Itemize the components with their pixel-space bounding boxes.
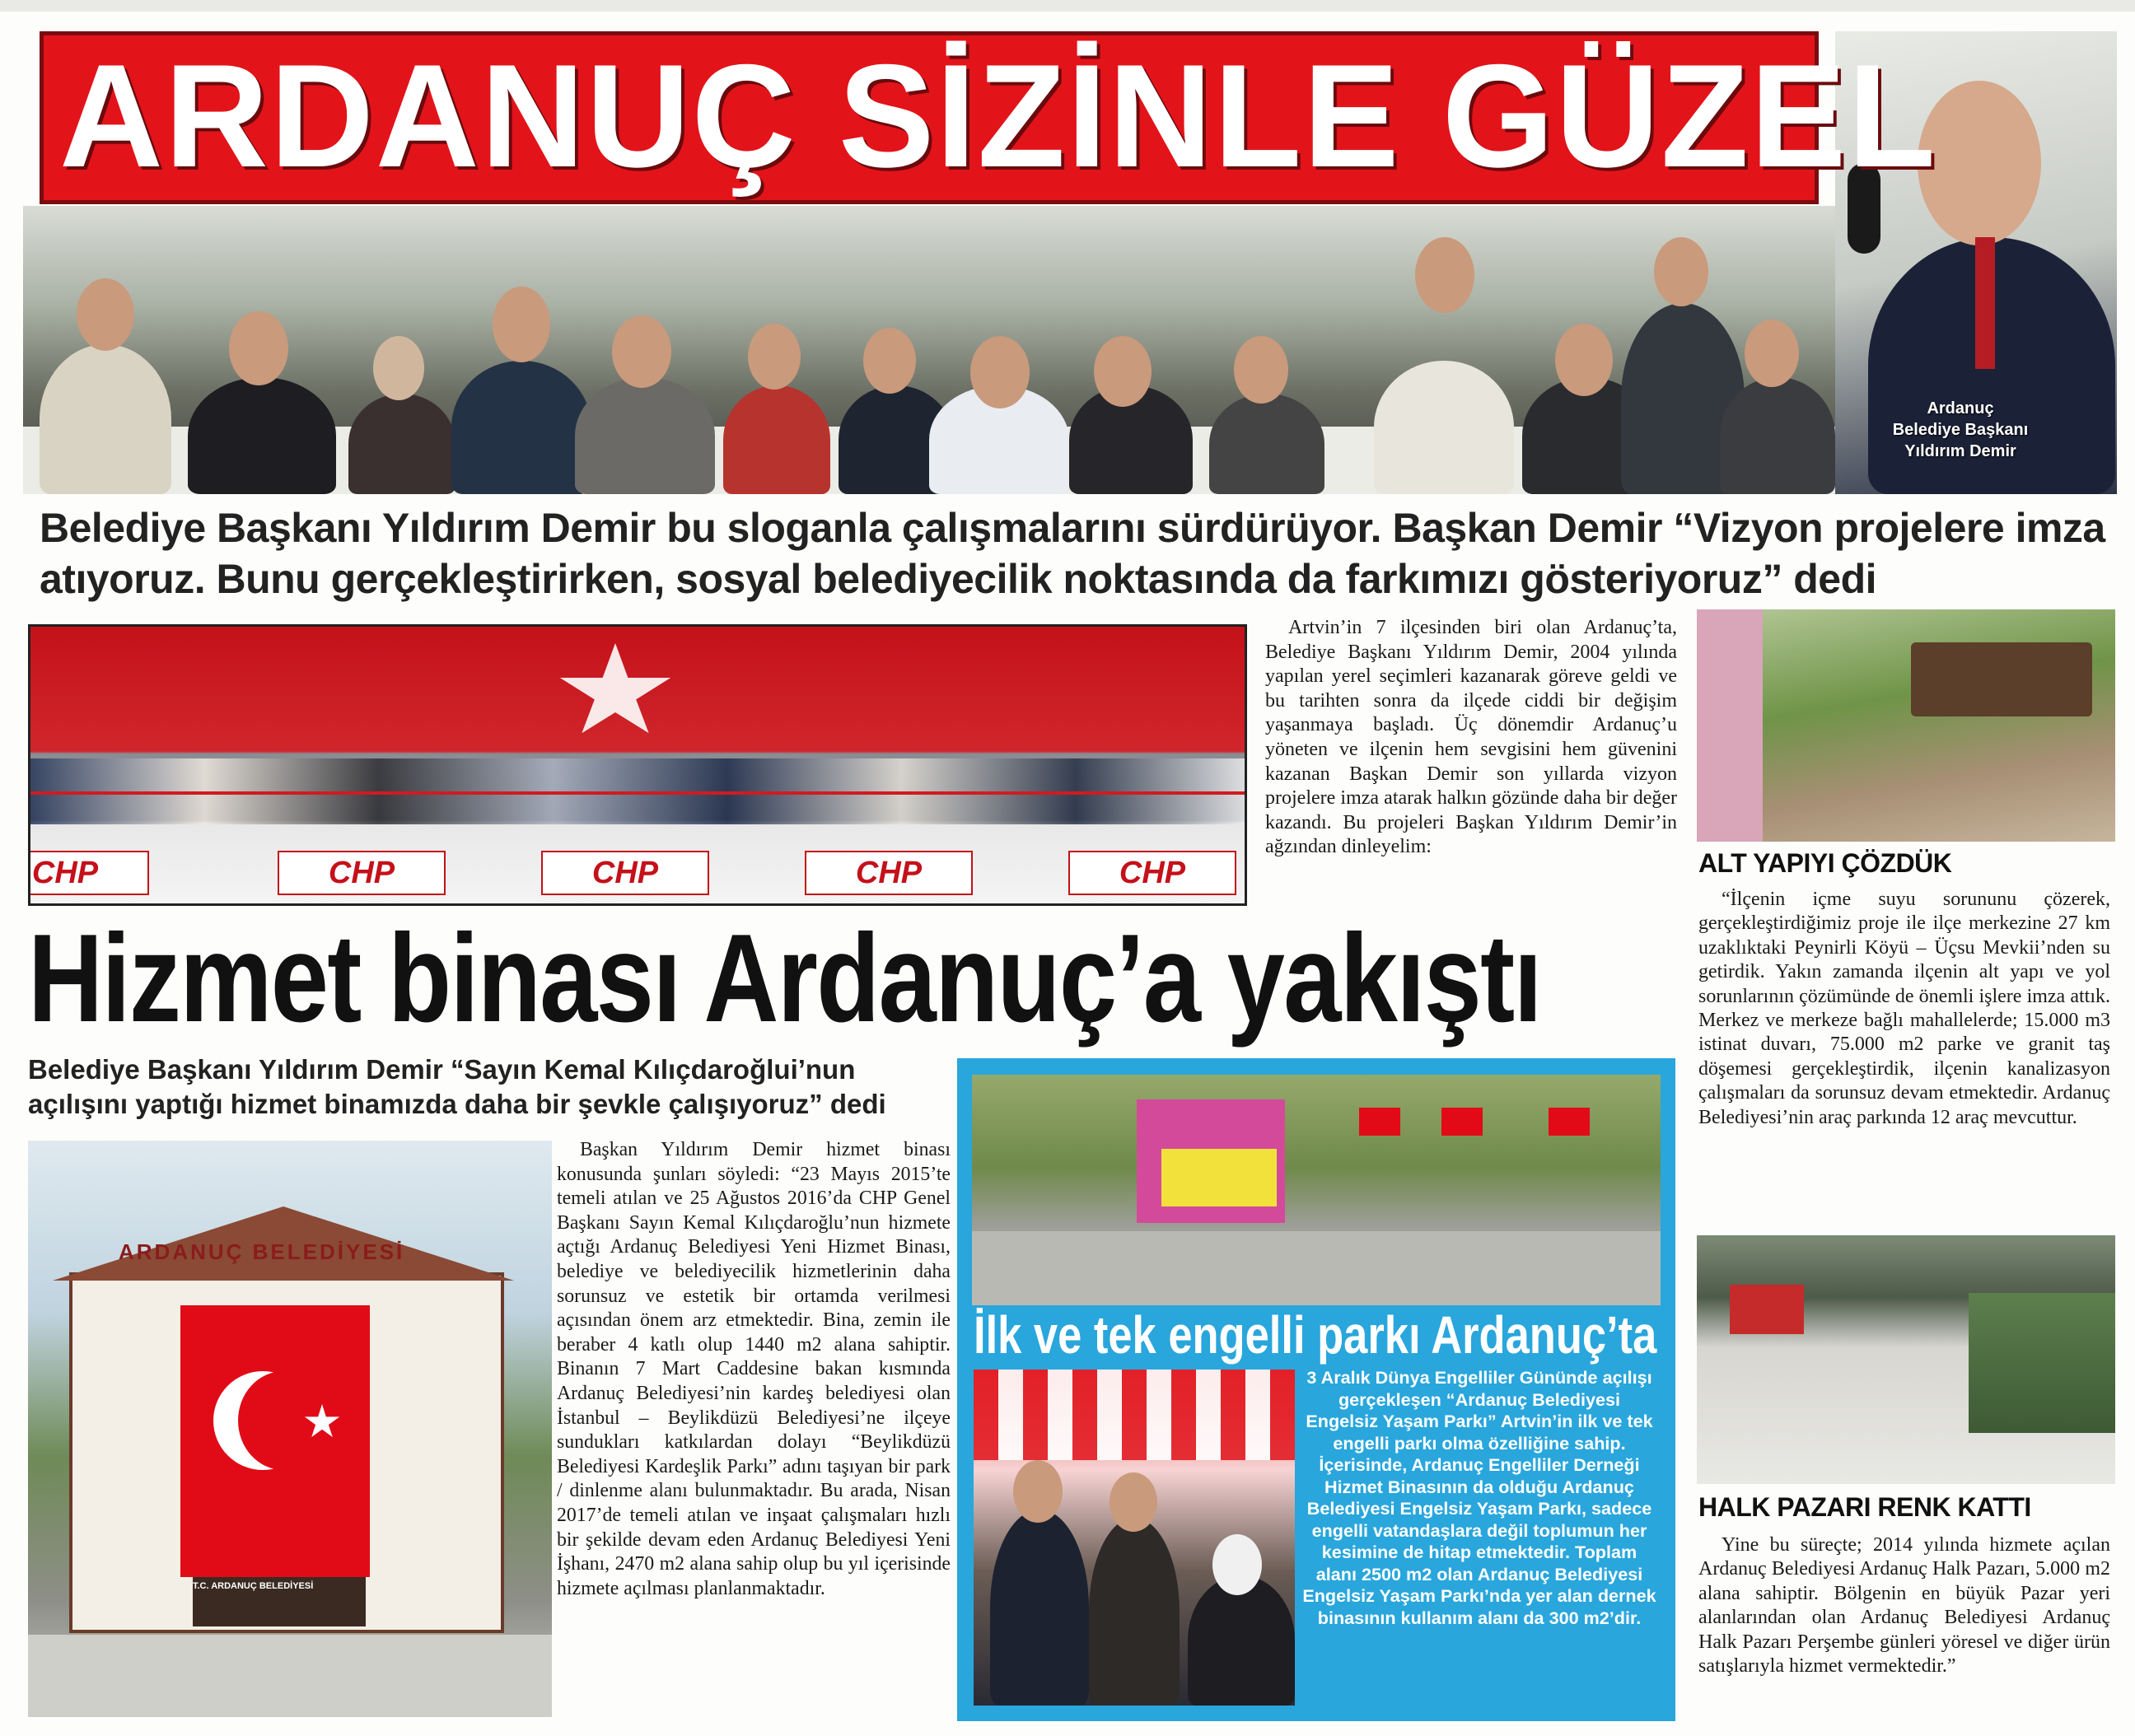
building-door-sign: T.C. ARDANUÇ BELEDİYESİ: [193, 1581, 314, 1591]
headline-service-building: Hizmet binası Ardanuç’a yakıştı: [28, 908, 1541, 1048]
building-article: [557, 1138, 951, 1601]
market-text: Yine bu süreçte; 2014 yılında hizmete açılan Ardanuç Belediyesi Ardanuç Halk Pazarı, 5.000 m2 alana sahiptir. Bölgenin en büyük Pazar yeri alanlarından olan Ardanuç Belediyesi Ardanuç Halk Pazarı Perşembe günleri yöresel ve diğer ürün satışlarıyla hizmet vermektedir.”: [1698, 1534, 2110, 1678]
subhead-service-building: Belediye Başkanı Yıldırım Demir “Sayın Kemal Kılıçdaroğlui’nun açılışını yaptığı hizmet binamızda daha bir şevkle çalışıyoruz” dedi: [28, 1054, 886, 1119]
turkish-flag: [180, 1305, 370, 1577]
mayor-caption-line: Ardanuç: [1927, 399, 1994, 418]
mayor-caption-line: Yıldırım Demir: [1904, 442, 2016, 460]
infrastructure-text: “İlçenin içme suyu sorununu çözerek, gerçekleştirdiğimiz proje ile ilçe merkezine 27 km uzaklıktaki Peynirli Köyü – Üçsu Mevkii’nden su getirdik. Yakın zamanda ilçenin alt yapı ve yol sorunlarının çözümünde de önemli işlere imza attık. Merkez ve merkeze bağlı mahallelerde; 15.000 m3 istinat duvarı, 75.000 m2 parke ve granit taş döşemesi gerçekleştirdik, ilçenin kanalizasyon çalışmaları da sorunsuz devam etmektedir. Ardanuç Belediyesi’nin araç parkında 12 araç mevcuttur.: [1698, 889, 2110, 1128]
lead-paragraph: Belediye Başkanı Yıldırım Demir bu sloganla çalışmalarını sürdürüyor. Başkan Demir “Vizyon projelere imza atıyoruz. Bunu gerçekleştirirken, sosyal belediyecilik noktasında da farkımızı gösteriyoruz” dedi: [40, 505, 2105, 602]
mayor-caption: [1878, 398, 2043, 462]
disabled-park-title: İlk ve tek engelli parkı Ardanuç’ta: [974, 1305, 1657, 1365]
building-article-text: Başkan Yıldırım Demir hizmet binası konusunda şunları söyledi: “23 Mayıs 2015’te temeli atılan ve 25 Ağustos 2016’da CHP Genel Başkanı Sayın Kemal Kılıçdaroğlu’nun hizmete açtığı Ardanuç Belediyesi Yeni Hizmet Binası, belediye ve belediyecilik hizmetlerinin daha sorunsuz ve estetik bir ortamda verilmesi açısından önem arz etmektedir. Bina, zemin ile beraber 4 katlı olup 1440 m2 alana sahiptir. Binanın 7 Mart Caddesine bakan kısmında Ardanuç Belediyesi’nin kardeş belediyesi olan İstanbul – Beylikdüzü Belediyesi’ne ilçeye sundukları katkılardan dolayı “Beylikdüzü Belediyesi Kardeşlik Parkı” adını taşıyan bir park / dinlenme alanı bulunmaktadır. Bu arada, Nisan 2017’de temeli atılan ve inşaat çalışmaları hızlı bir şekilde devam eden Ardanuç Belediyesi Yeni İşhanı, 2470 m2 alana sahip olup bu yıl içerisinde hizmete açılması planlanmaktadır.: [557, 1139, 951, 1599]
intro-article-text: Artvin’in 7 ilçesinden biri olan Ardanuç’ta, Belediye Başkanı Yıldırım Demir, 2004 yılında yapılan yerel seçimleri kazanarak göreve geldi ve bu tarihten sonra da ilçede ciddi bir değişim yaşanmaya başladı. Üç dönemdir Ardanuç’u yöneten ve ilçenin hem sevgisini hem güvenini kazanan Başkan Demir son yıllarda vizyon projelere imza atarak halkın gözünde daha bir değer kazandı. Bu projeleri Başkan Yıldırım Demir’in ağzından dinleyelim:: [1265, 617, 1677, 858]
market-title: HALK PAZARI RENK KATTI: [1698, 1492, 2031, 1522]
market-photo: [1697, 1235, 2115, 1484]
top-strip: [0, 0, 2135, 12]
mayor-caption-line: Belediye Başkanı: [1892, 421, 2029, 439]
building-sign: ARDANUÇ BELEDİYESİ: [119, 1239, 405, 1264]
infrastructure-title: ALT YAPIYI ÇÖZDÜK: [1698, 848, 1952, 878]
disabled-park-text: 3 Aralık Dünya Engelliler Gününde açılışı gerçekleşen “Ardanuç Belediyesi Engelsiz Yaşam Parkı” Artvin’in ilk ve tek engelli parkı olma özelliğine sahip. İçerisinde, Ardanuç Engelliler Derneği Hizmet Binasının da olduğu Ardanuç Belediyesi Engelsiz Yaşam Parkı, sadece engelli vatandaşlara değil toplumun her kesimine de hitap etmektedir. Toplam alanı 2500 m2 olan Ardanuç Belediyesi Engelsiz Yaşam Parkı’nda yer alan dernek binasının kullanım alanı da 300 m2’dir.: [1302, 1367, 1656, 1628]
intro-article: [1265, 616, 1677, 860]
infrastructure-article: [1698, 888, 2110, 1130]
park-ceremony-photo: [974, 1370, 1295, 1706]
chp-banner: CHP: [541, 851, 709, 895]
ribbon-cutting-photo: [28, 624, 1247, 906]
page-title: ARDANUÇ SİZİNLE GÜZEL: [59, 34, 1937, 198]
infrastructure-photo: [1697, 609, 2115, 842]
municipality-building-photo: [28, 1141, 552, 1717]
disabled-park-photo: [972, 1075, 1661, 1305]
market-article: [1698, 1533, 2110, 1678]
chp-banner: CHP: [278, 851, 446, 895]
chp-banner: CHP: [1068, 851, 1236, 895]
chp-banner: CHP: [28, 851, 149, 895]
chp-banner: CHP: [805, 851, 973, 895]
